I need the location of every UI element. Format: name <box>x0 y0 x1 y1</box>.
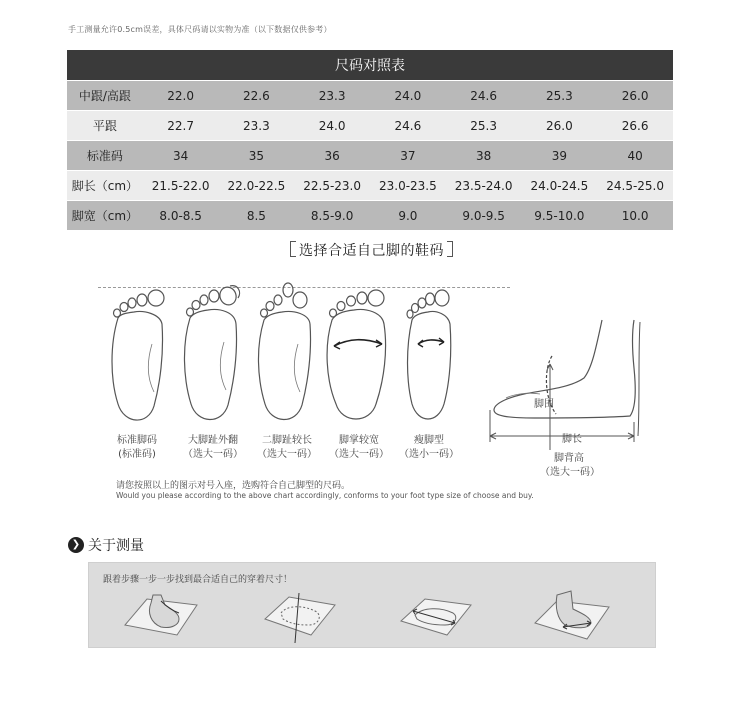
standard-foot-illustration <box>104 284 170 434</box>
foot-type-label <box>389 434 469 462</box>
foot-type-label <box>97 434 177 462</box>
bracket-right <box>447 241 453 257</box>
row-label: 脚宽（cm） <box>67 201 143 231</box>
instep-label-name: 脚背高 <box>554 453 584 464</box>
table-cell: 38 <box>446 141 522 171</box>
row-label: 脚长（cm） <box>67 171 143 201</box>
foot-type-heading-text: 选择合适自己脚的鞋码 <box>299 243 444 259</box>
size-chart-title: 尺码对照表 <box>67 50 673 81</box>
instruction-en: Would you please according to the above chart accordingly, conforms to your foot type size of choose and buy. <box>116 491 534 500</box>
table-cell: 22.7 <box>143 111 219 141</box>
size-chart-table <box>67 50 673 231</box>
bunion-foot-illustration <box>178 282 244 432</box>
foot-type-advice: （选小一码） <box>399 449 459 460</box>
table-cell: 36 <box>294 141 370 171</box>
table-cell: 8.0-8.5 <box>143 201 219 231</box>
table-cell: 22.0 <box>143 81 219 111</box>
table-cell: 22.0-22.5 <box>219 171 295 201</box>
foot-type-label <box>319 434 399 462</box>
chevron-right-icon: ❯ <box>68 537 84 553</box>
table-cell: 24.6 <box>446 81 522 111</box>
table-row <box>67 81 673 111</box>
table-cell: 23.0-23.5 <box>370 171 446 201</box>
measure-step-4-illustration <box>529 589 613 647</box>
table-cell: 22.5-23.0 <box>294 171 370 201</box>
instep-label-advice: （选大一码） <box>540 467 600 478</box>
foot-type-advice: （选大一码） <box>329 449 389 460</box>
foot-type-name: 脚掌较宽 <box>339 435 379 446</box>
table-row <box>67 141 673 171</box>
table-row <box>67 171 673 201</box>
foot-type-advice: （选大一码） <box>257 449 317 460</box>
foot-type-heading <box>290 240 453 260</box>
table-cell: 39 <box>522 141 598 171</box>
table-cell: 9.0-9.5 <box>446 201 522 231</box>
instep-label <box>540 452 598 480</box>
narrow-foot-illustration <box>396 284 462 432</box>
table-cell: 9.0 <box>370 201 446 231</box>
measure-tip: 跟着步骤一步一步找到最合适自己的穿着尺寸！ <box>103 575 293 585</box>
table-cell: 26.6 <box>597 111 673 141</box>
table-cell: 8.5-9.0 <box>294 201 370 231</box>
table-cell: 24.6 <box>370 111 446 141</box>
table-cell: 34 <box>143 141 219 171</box>
table-row <box>67 111 673 141</box>
foot-type-label <box>247 434 327 462</box>
table-cell: 22.6 <box>219 81 295 111</box>
foot-type-name: 标准脚码 <box>117 435 157 446</box>
foot-type-name: 瘦脚型 <box>414 435 444 446</box>
table-cell: 24.0 <box>370 81 446 111</box>
foot-type-advice: (标准码) <box>118 449 156 460</box>
table-cell: 23.5-24.0 <box>446 171 522 201</box>
table-cell: 35 <box>219 141 295 171</box>
row-label: 平跟 <box>67 111 143 141</box>
foot-type-label <box>173 434 253 462</box>
wide-foot-illustration <box>322 284 392 432</box>
table-cell: 26.0 <box>597 81 673 111</box>
table-cell: 24.0 <box>294 111 370 141</box>
table-cell: 23.3 <box>219 111 295 141</box>
table-cell: 25.3 <box>522 81 598 111</box>
top-note: 手工测量允许0.5cm误差，具体尺码请以实物为准（以下数据仅供参考） <box>68 25 332 34</box>
table-cell: 24.0-24.5 <box>522 171 598 201</box>
bracket-left <box>290 241 296 257</box>
long-second-toe-foot-illustration <box>252 280 318 432</box>
foot-type-name: 二脚趾较长 <box>262 435 312 446</box>
measure-steps-panel <box>88 562 656 648</box>
instruction-cn: 请您按照以上的图示对号入座，选购符合自己脚型的尺码。 <box>116 481 351 491</box>
table-cell: 37 <box>370 141 446 171</box>
measure-step-1-illustration <box>121 589 201 641</box>
foot-type-name: 大脚趾外翻 <box>188 435 238 446</box>
table-cell: 9.5-10.0 <box>522 201 598 231</box>
table-cell: 40 <box>597 141 673 171</box>
about-measure-heading <box>68 535 144 555</box>
measure-step-3-illustration <box>395 589 475 645</box>
foot-type-advice: （选大一码） <box>183 449 243 460</box>
measure-step-2-illustration <box>259 589 339 645</box>
table-cell: 23.3 <box>294 81 370 111</box>
girth-label: 脚围 <box>534 399 554 410</box>
length-label: 脚长 <box>562 434 582 445</box>
row-label: 标准码 <box>67 141 143 171</box>
table-cell: 26.0 <box>522 111 598 141</box>
table-row <box>67 201 673 231</box>
table-cell: 25.3 <box>446 111 522 141</box>
row-label: 中跟/高跟 <box>67 81 143 111</box>
about-measure-title: 关于测量 <box>88 538 144 554</box>
table-cell: 8.5 <box>219 201 295 231</box>
table-cell: 24.5-25.0 <box>597 171 673 201</box>
table-cell: 21.5-22.0 <box>143 171 219 201</box>
table-cell: 10.0 <box>597 201 673 231</box>
